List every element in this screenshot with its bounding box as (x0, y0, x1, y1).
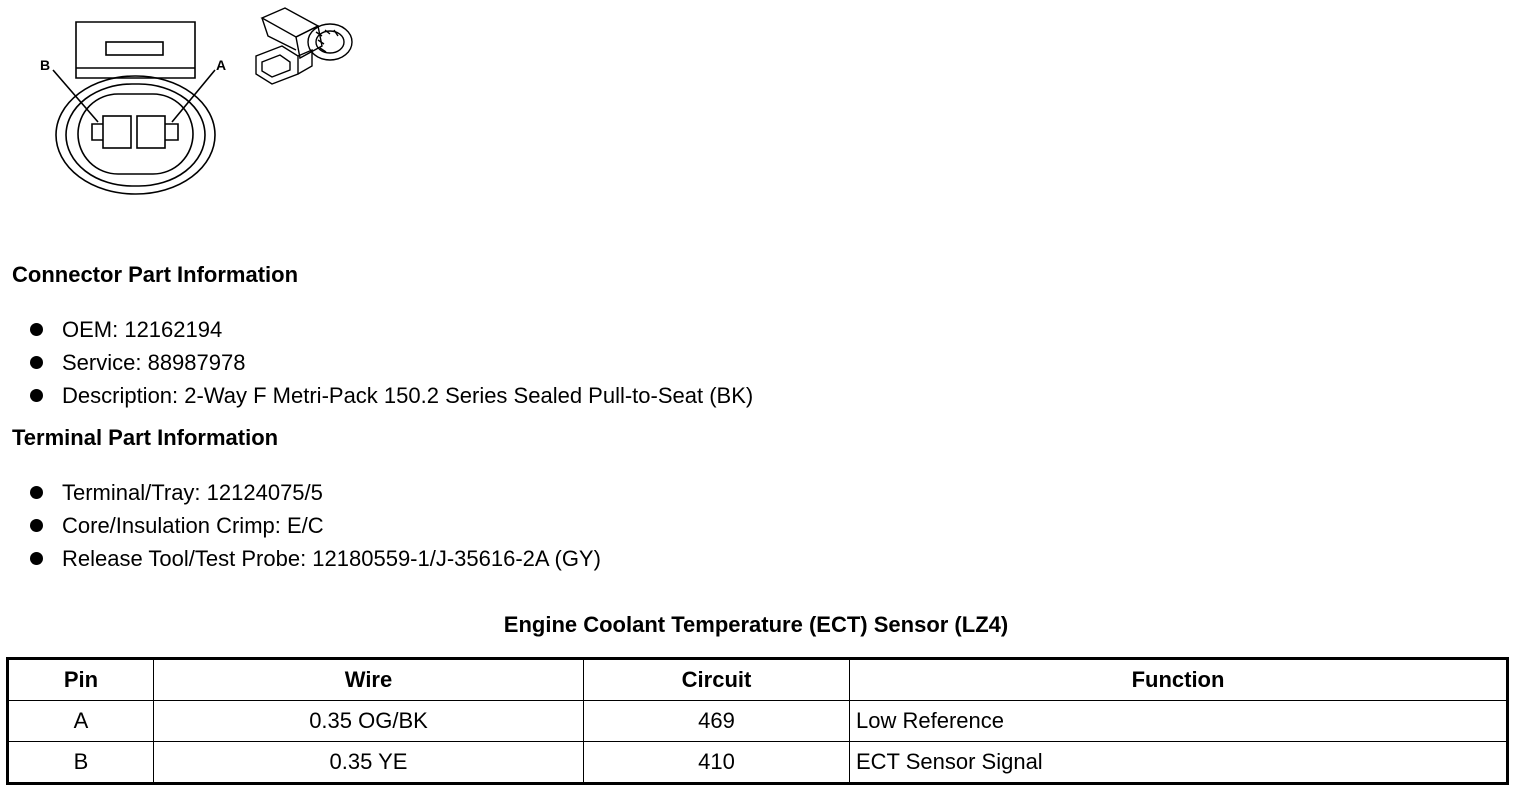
pinout-table (6, 657, 1509, 785)
pin-label-a: A (216, 57, 227, 73)
table-title: Engine Coolant Temperature (ECT) Sensor (LZ4) (503, 612, 1009, 637)
terminal-part-info-list (28, 476, 601, 575)
bullet-icon (30, 323, 43, 336)
list-item: OEM: 12162194 (28, 313, 753, 346)
connector-isometric-icon (256, 8, 352, 84)
table-row (8, 742, 1508, 784)
bullet-icon (30, 356, 43, 369)
list-item: Core/Insulation Crimp: E/C (28, 509, 601, 542)
bullet-icon (30, 389, 43, 402)
list-item: Terminal/Tray: 12124075/5 (28, 476, 601, 509)
circuit-cell: 469 (584, 701, 850, 742)
column-header-function: Function (850, 659, 1508, 701)
list-item: Description: 2-Way F Metri-Pack 150.2 Series Sealed Pull-to-Seat (BK) (28, 379, 753, 412)
function-cell: ECT Sensor Signal (850, 742, 1508, 784)
terminal-part-info-heading: Terminal Part Information (12, 425, 279, 450)
function-cell: Low Reference (850, 701, 1508, 742)
circuit-cell: 410 (584, 742, 850, 784)
connector-part-info-list (28, 313, 753, 412)
cavity-a (137, 116, 165, 148)
cavity-b (103, 116, 131, 148)
column-header-wire: Wire (154, 659, 584, 701)
bullet-icon (30, 552, 43, 565)
pin-cell: A (8, 701, 154, 742)
latch-window (106, 42, 163, 55)
column-header-circuit: Circuit (584, 659, 850, 701)
connector-part-info-heading: Connector Part Information (12, 262, 299, 287)
pin-cell: B (8, 742, 154, 784)
list-item: Release Tool/Test Probe: 12180559-1/J-35616-2A (GY) (28, 542, 601, 575)
table-row (8, 701, 1508, 742)
wire-cell: 0.35 OG/BK (154, 701, 584, 742)
connector-latch (76, 22, 195, 78)
bullet-icon (30, 519, 43, 532)
wire-cell: 0.35 YE (154, 742, 584, 784)
connector-diagram (0, 0, 380, 225)
bullet-icon (30, 486, 43, 499)
list-item: Service: 88987978 (28, 346, 753, 379)
pin-label-b: B (40, 57, 51, 73)
column-header-pin: Pin (8, 659, 154, 701)
table-header-row (8, 659, 1508, 701)
